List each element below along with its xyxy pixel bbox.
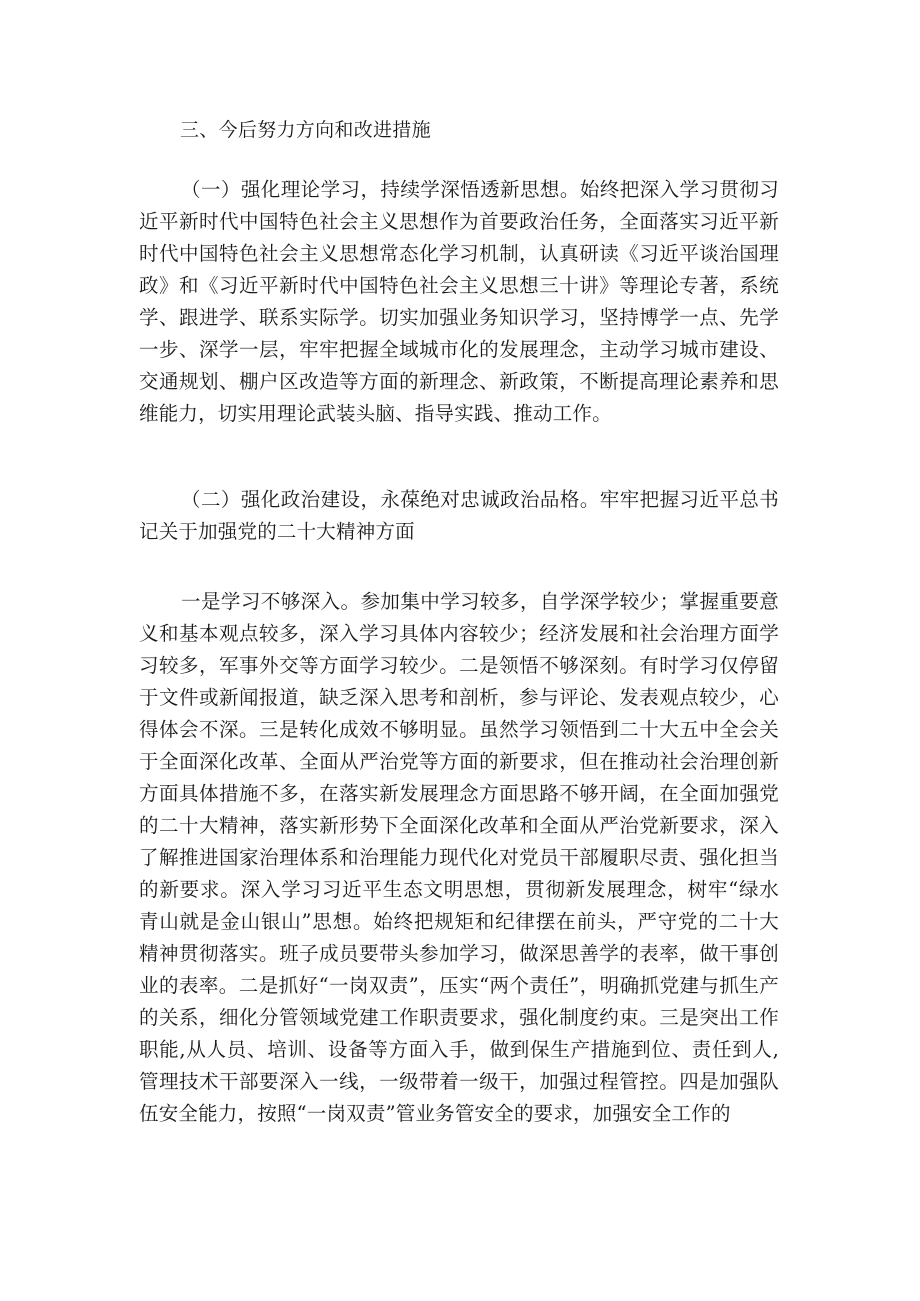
section-heading: 三、今后努力方向和改进措施 xyxy=(180,119,431,141)
paragraph-political-building: （二）强化政治建设，永葆绝对忠诚政治品格。牢牢把握习近平总书记关于加强党的二十大精神方面 xyxy=(139,488,779,543)
paragraph-theory-study: （一）强化理论学习，持续学深悟透新思想。始终把深入学习贯彻习近平新时代中国特色社会主义思想作为首要政治任务，全面落实习近平新时代中国特色社会主义思想常态化学习机制，认真研读《习近平谈治国理政》和《习近平新时代中国特色社会主义思想三十讲》等理论专著，系统学、跟进学、联系实际学。切实加强业务知识学习，坚持博学一点、先学一步、深学一层，牢牢把握全域城市化的发展理念，主动学习城市建设、交通规划、棚户区改造等方面的新理念、新政策，不断提高理论素养和思维能力，切实用理论武装头脑、指导实践、推动工作。 xyxy=(139,178,779,425)
paragraph-shortcomings-measures: 一是学习不够深入。参加集中学习较多，自学深学较少；掌握重要意义和基本观点较多，深入学习具体内容较少；经济发展和社会治理方面学习较多，军事外交等方面学习较少。二是领悟不够深刻。有时学习仅停留于文件或新闻报道，缺乏深入思考和剖析，参与评论、发表观点较少，心得体会不深。三是转化成效不够明显。虽然学习领悟到二十大五中全会关于全面深化改革、全面从严治党等方面的新要求，但在推动社会治理创新方面具体措施不多，在落实新发展理念方面思路不够开阔，在全面加强党的二十大精神，落实新形势下全面深化改革和全面从严治党新要求，深入了解推进国家治理体系和治理能力现代化对党员干部履职尽责、强化担当的新要求。深入学习习近平生态文明思想，贯彻新发展理念，树牢“绿水青山就是金山银山”思想。始终把规矩和纪律摆在前头，严守党的二十大精神贯彻落实。班子成员要带头参加学习，做深思善学的表率，做干事创业的表率。二是抓好“一岗双责”，压实“两个责任”，明确抓党建与抓生产的关系，细化分管领域党建工作职责要求，强化制度约束。三是突出工作职能,从人员、培训、设备等方面入手，做到保生产措施到位、责任到人,管理技术干部要深入一线，一级带着一级干，加强过程管控。四是加强队伍安全能力，按照“一岗双责”管业务管安全的要求，加强安全工作的 xyxy=(139,590,779,1125)
